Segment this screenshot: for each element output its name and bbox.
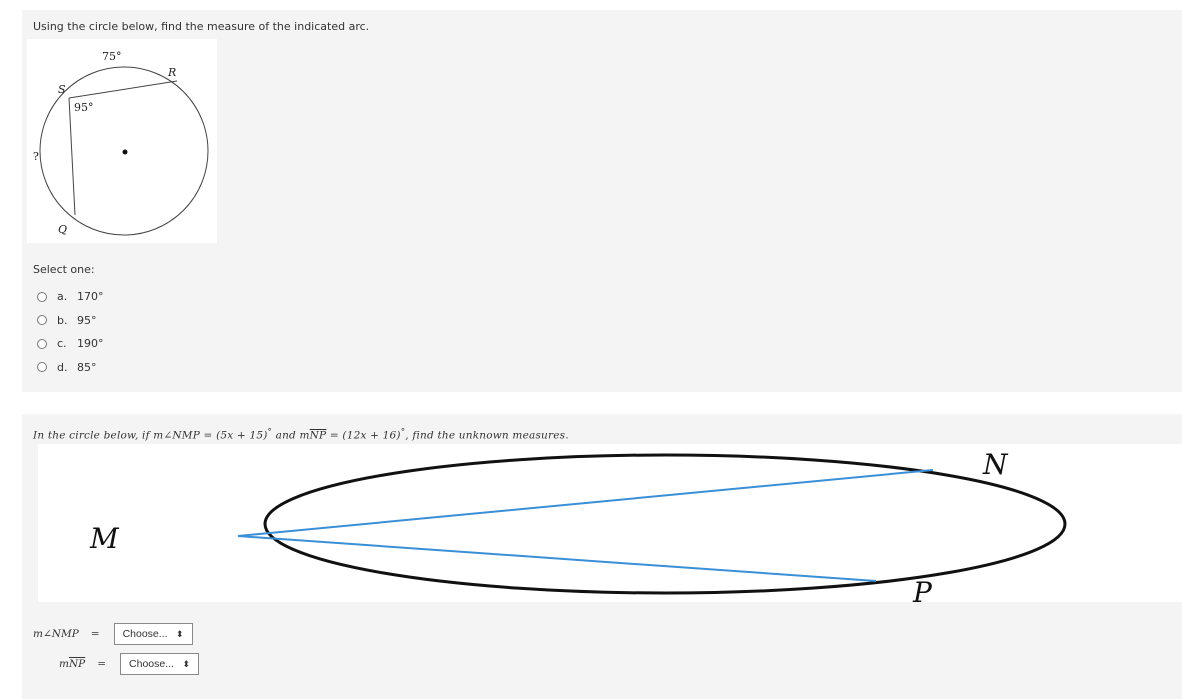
option-letter: d.: [57, 360, 68, 374]
option-value: 85°: [77, 360, 97, 374]
question-2-figure: [38, 444, 1182, 602]
question-2-panel: [22, 414, 1182, 699]
radio-button[interactable]: [37, 362, 47, 372]
label-p: P: [913, 576, 932, 602]
chord-mp: [238, 536, 876, 581]
question-1-panel: [22, 10, 1182, 392]
question-2-text-mid: and m: [272, 429, 310, 442]
arc-select[interactable]: [120, 653, 199, 675]
point-label-q: Q: [58, 223, 68, 236]
degree-sign: °: [400, 427, 406, 437]
point-label-s: S: [58, 83, 66, 96]
select-value: Choose...: [129, 658, 174, 670]
arc-np-name: $\overline{NP}$: [309, 429, 327, 442]
option-letter: b.: [57, 313, 68, 327]
option-value: 170°: [77, 290, 104, 304]
chord-sq: [69, 98, 75, 215]
option-a[interactable]: [37, 285, 104, 309]
equals-sign: =: [90, 628, 100, 640]
option-value: 190°: [77, 337, 104, 351]
ellipse-circle: [265, 455, 1065, 593]
option-c[interactable]: [37, 332, 104, 356]
updown-caret-icon: ⬍: [176, 628, 184, 639]
select-value: Choose...: [122, 628, 168, 640]
option-value: 95°: [77, 313, 97, 327]
angle-label-95: 95°: [74, 101, 94, 114]
chord-sr: [69, 81, 177, 98]
chord-mn: [238, 470, 933, 536]
option-letter: a.: [57, 290, 68, 304]
degree-sign: °: [267, 427, 273, 437]
arc-label-75: 75°: [102, 50, 122, 63]
option-b[interactable]: [37, 309, 104, 333]
equals-sign: =: [97, 658, 107, 670]
question-1-text: Using the circle below, find the measure of the indicated arc.: [33, 20, 370, 33]
answer-label-angle: m∠NMP: [33, 628, 79, 640]
question-2-text-prefix: In the circle below, if m∠NMP = (5x + 15): [33, 429, 268, 442]
label-m: M: [90, 522, 119, 555]
point-label-r: R: [168, 66, 177, 79]
circle-center-dot: [123, 150, 128, 155]
updown-caret-icon: ⬍: [182, 658, 191, 669]
question-2-text-mid2: = (12x + 16): [326, 429, 401, 442]
answer-row-angle: [33, 623, 193, 645]
radio-button[interactable]: [37, 292, 47, 302]
answer-label-arc: $\overline{NP}$: [68, 658, 86, 670]
answer-options: [37, 285, 104, 379]
question-1-figure: [27, 39, 217, 243]
option-letter: c.: [57, 337, 67, 351]
circle-diagram: [27, 39, 217, 243]
option-d[interactable]: [37, 356, 104, 380]
radio-button[interactable]: [37, 339, 47, 349]
question-2-text: [33, 427, 569, 442]
ellipse-diagram: [38, 444, 1182, 602]
radio-button[interactable]: [37, 315, 47, 325]
select-one-label: Select one:: [33, 263, 95, 276]
answer-row-arc: [59, 653, 199, 675]
answer-label-arc-prefix: m: [59, 658, 69, 670]
question-2-text-suffix: , find the unknown measures.: [405, 429, 569, 442]
label-n: N: [983, 448, 1008, 481]
angle-select[interactable]: [114, 623, 193, 645]
unknown-arc-label: ?: [33, 150, 39, 163]
